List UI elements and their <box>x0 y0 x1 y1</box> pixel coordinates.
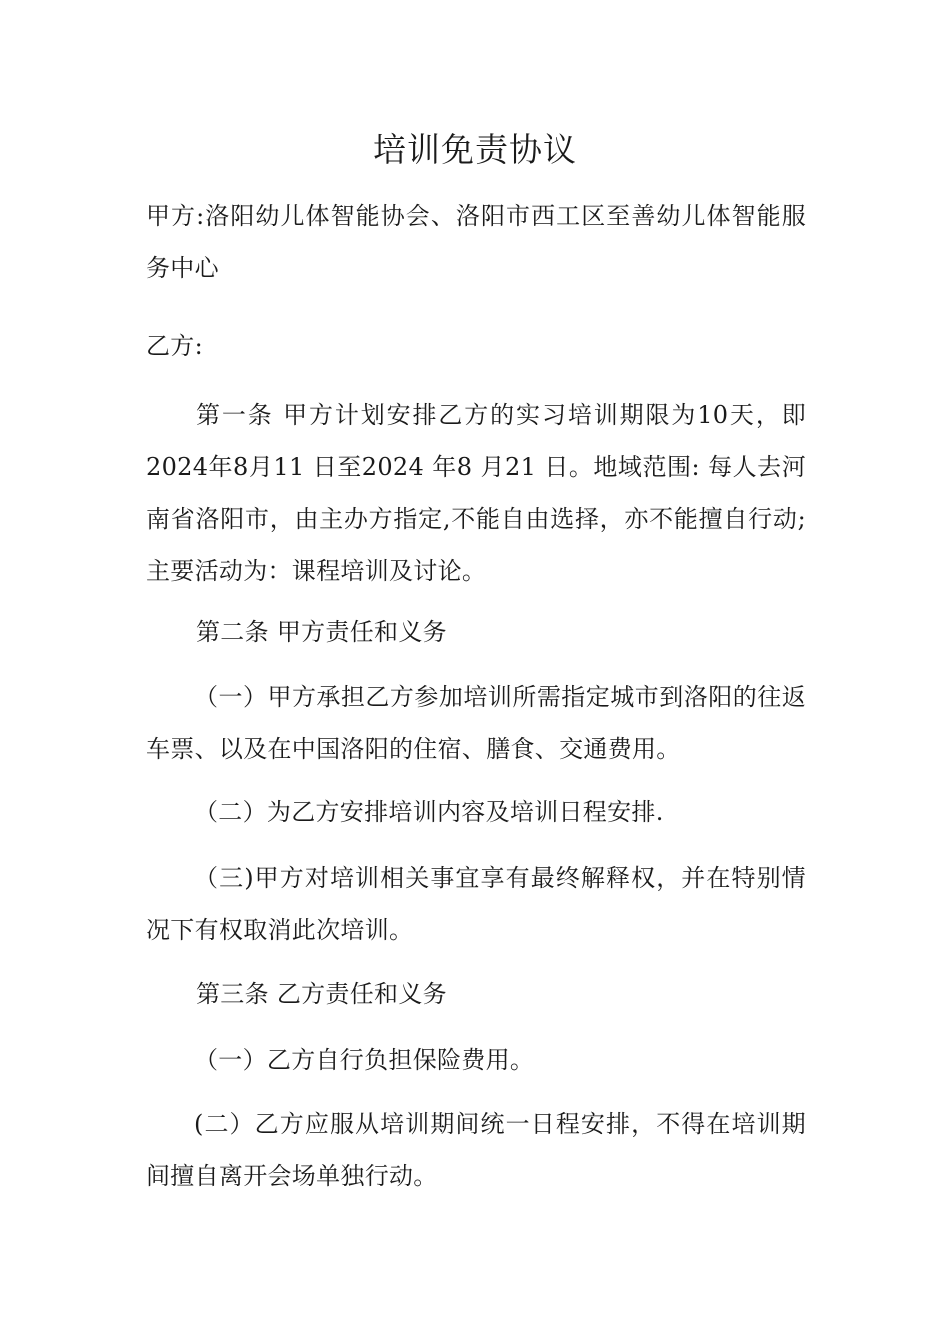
article-2-item-3: （三)甲方对培训相关事宜享有最终解释权，并在特别情况下有权取消此次培训。 <box>146 864 806 944</box>
article-2-item-2: （二）为乙方安排培训内容及培训日程安排. <box>194 798 664 826</box>
article-3-item-1: （一）乙方自行负担保险费用。 <box>194 1046 535 1074</box>
party-a-line: 甲方:洛阳幼儿体智能协会、洛阳市西工区至善幼儿体智能服务中心 <box>146 202 806 282</box>
article-2-heading: 第二条 甲方责任和义务 <box>196 618 447 646</box>
article-3-heading: 第三条 乙方责任和义务 <box>196 980 447 1008</box>
article-1-text: 第一条 甲方计划安排乙方的实习培训期限为10天，即2024年8月11 日至2024 年8 月21 日。地域范围: 每人去河南省洛阳市，由主办方指定,不能自由选择，亦不能擅自行动;主要活动为：课程培训及讨论。 <box>146 401 806 585</box>
article-3-item-2: (二）乙方应服从培训期间统一日程安排，不得在培训期间擅自离开会场单独行动。 <box>146 1110 806 1190</box>
article-2-item-1: （一）甲方承担乙方参加培训所需指定城市到洛阳的往返车票、以及在中国洛阳的住宿、膳食、交通费用。 <box>146 683 806 763</box>
party-b-line: 乙方: <box>146 332 203 360</box>
document-title: 培训免责协议 <box>373 130 577 169</box>
